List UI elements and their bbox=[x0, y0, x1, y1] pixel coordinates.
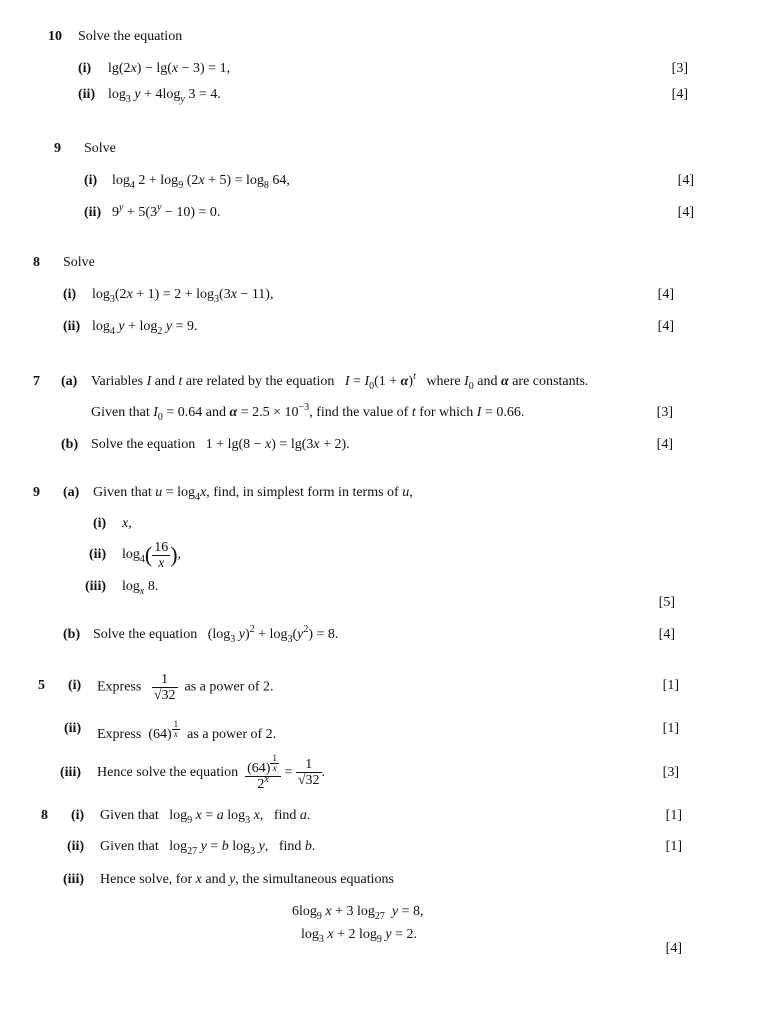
marks: [1] bbox=[662, 678, 679, 693]
marks: [3] bbox=[656, 405, 673, 420]
question-text: Given that $u = \log_4x$, find, in simplest form in terms of u, bbox=[93, 485, 413, 503]
question-number: 8 bbox=[41, 808, 48, 823]
marks: [4] bbox=[671, 87, 688, 102]
equation: lg(2x) − lg(x − 3) = 1, bbox=[108, 61, 231, 76]
marks: [4] bbox=[677, 173, 694, 188]
part-label: (ii) bbox=[67, 839, 85, 854]
part-label: (a) bbox=[63, 485, 80, 500]
part-label: (b) bbox=[61, 437, 79, 452]
marks: [5] bbox=[658, 595, 675, 610]
equation: $9^y + 5(3^y - 10) = 0$. bbox=[112, 202, 221, 220]
question-number: 9 bbox=[33, 485, 40, 500]
question-text: Given that $I_0 = 0.64$ and $\alpha = 2.5 \times 10^{-3}$, find the value of t for which I = 0.66. bbox=[91, 402, 525, 423]
expression: x, bbox=[122, 516, 132, 531]
question-text: Given that $\log_9 x = a$ $\log_3 x$, find a. bbox=[100, 808, 311, 826]
part-label: (ii) bbox=[84, 205, 102, 220]
equation: Hence solve the equation (64) $^{\frac{1}{x}}$ 2$^x$ = $\frac{1}{√32}$ . bbox=[97, 752, 326, 792]
question-text: Hence solve, for x and y, the simultaneous equations bbox=[100, 872, 394, 887]
question-text: Given that $\log_{27} y = b$ $\log_3 y$, find b. bbox=[100, 839, 316, 857]
part-label: (iii) bbox=[63, 872, 84, 887]
part-label: (i) bbox=[84, 173, 98, 188]
question-stem: Solve bbox=[84, 141, 116, 156]
part-label: (i) bbox=[78, 61, 92, 76]
marks: [4] bbox=[657, 319, 674, 334]
marks: [4] bbox=[656, 437, 673, 452]
part-label: (i) bbox=[63, 287, 77, 302]
part-label: (ii) bbox=[64, 721, 82, 736]
equation: Solve the equation ($\log_3$ $y)^2 + \log_3(y^2) = 8$. bbox=[93, 624, 339, 645]
question-text: Express $\frac{1}{√32}$ as a power of 2. bbox=[97, 672, 274, 703]
question-number: 10 bbox=[48, 29, 62, 44]
part-label: (i) bbox=[71, 808, 85, 823]
question-number: 8 bbox=[33, 255, 40, 270]
equation: $\log_3(2x + 1) = 2 + \log_3(3x - 11)$, bbox=[92, 287, 274, 305]
part-label: (ii) bbox=[63, 319, 81, 334]
marks: [3] bbox=[671, 61, 688, 76]
marks: [3] bbox=[662, 765, 679, 780]
equation: Solve the equation 1 + lg(8 − x) = lg(3x + 2). bbox=[91, 437, 350, 452]
equation: $6\log_9$ x + 3 $\log_{27} y = 8$, bbox=[292, 904, 424, 922]
marks: [1] bbox=[665, 808, 682, 823]
part-label: (a) bbox=[61, 374, 78, 389]
subpart-label: (ii) bbox=[89, 547, 107, 562]
part-label: (i) bbox=[68, 678, 82, 693]
equation: $\log_3 y + 4\log_y$ 3 = 4. bbox=[108, 87, 221, 105]
equation: $\log_4 2 + \log_9 (2x + 5) = \log_8 64$, bbox=[112, 173, 290, 191]
expression: $\log_x 8$. bbox=[122, 579, 159, 597]
equation: $\log_3 x + 2$ $\log_9 y = 2$. bbox=[301, 927, 418, 945]
marks: [4] bbox=[665, 941, 682, 956]
question-text: Express (64) $^{\frac{1}{x}}$ as a power of 2. bbox=[97, 719, 277, 742]
marks: [4] bbox=[658, 627, 675, 642]
question-stem: Solve bbox=[63, 255, 95, 270]
marks: [1] bbox=[662, 721, 679, 736]
part-label: (iii) bbox=[60, 765, 81, 780]
part-label: (b) bbox=[63, 627, 81, 642]
question-number: 5 bbox=[38, 678, 45, 693]
subpart-label: (iii) bbox=[85, 579, 106, 594]
marks: [4] bbox=[677, 205, 694, 220]
expression: $\log_4$( $\frac{16}{x}$ ), bbox=[122, 539, 182, 571]
question-stem: Solve the equation bbox=[78, 29, 183, 44]
marks: [4] bbox=[657, 287, 674, 302]
equation: $\log_4 y + \log_2 y = 9$. bbox=[92, 319, 198, 337]
question-number: 7 bbox=[33, 374, 40, 389]
marks: [1] bbox=[665, 839, 682, 854]
part-label: (ii) bbox=[78, 87, 96, 102]
question-number: 9 bbox=[54, 141, 61, 156]
question-text: Variables I and t are related by the equation $I = I_0(1 + \alpha)^t$ where $I_0$ and α are constants. bbox=[91, 371, 589, 392]
subpart-label: (i) bbox=[93, 516, 107, 531]
